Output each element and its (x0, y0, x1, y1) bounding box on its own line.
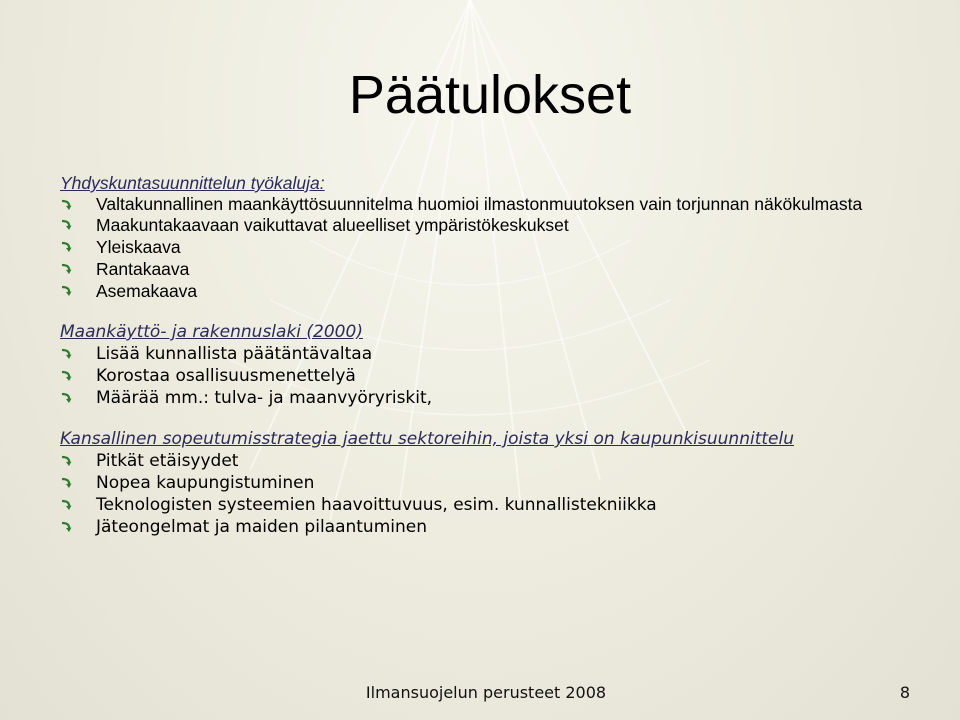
curved-arrow-icon (60, 348, 72, 360)
slide-body (60, 172, 930, 557)
section-planning-tools (60, 172, 930, 302)
list-item (60, 194, 930, 214)
list-item (60, 494, 930, 516)
curved-arrow-icon (60, 285, 72, 297)
page-number: 8 (899, 683, 910, 702)
slide-footer: Ilmansuojelun perusteet 2008 (365, 683, 607, 702)
list-item-text: Määrää mm.: tulva- ja maanvyöryriskit, (96, 388, 433, 408)
curved-arrow-icon (60, 392, 72, 404)
list-item-text: Yleiskaava (96, 237, 181, 257)
slide-title: Päätulokset (348, 65, 632, 125)
list-item-text: Pitkät etäisyydet (96, 451, 239, 471)
curved-arrow-icon (60, 521, 72, 533)
list-item (60, 343, 930, 365)
curved-arrow-icon (60, 219, 72, 231)
curved-arrow-icon (60, 199, 72, 211)
list-item (60, 516, 930, 538)
list-item-text: Asemakaava (96, 281, 198, 301)
list-item (60, 387, 930, 409)
section-adaptation-strategy (60, 428, 930, 538)
list-item (60, 472, 930, 494)
list-item-text: Rantakaava (96, 259, 190, 279)
list-item (60, 214, 930, 236)
list-item-text: Maakuntakaavaan vaikuttavat alueelliset ympäristökeskukset (96, 215, 569, 235)
section-heading: Maankäyttö- ja rakennuslaki (2000) (60, 322, 363, 342)
section-heading: Yhdyskuntasuunnittelun työkaluja: (60, 173, 325, 193)
list-item-text: Valtakunnallinen maankäyttösuunnitelma huomioi ilmastonmuutoksen vain torjunnan näkökulmasta (96, 194, 863, 214)
section-heading: Kansallinen sopeutumisstrategia jaettu sektoreihin, joista yksi on kaupunkisuunnittelu (60, 429, 794, 449)
list-item (60, 450, 930, 472)
list-item-text: Nopea kaupungistuminen (96, 473, 315, 493)
curved-arrow-icon (60, 263, 72, 275)
curved-arrow-icon (60, 477, 72, 489)
list-item-text: Korostaa osallisuusmenettelyä (96, 366, 356, 386)
curved-arrow-icon (60, 241, 72, 253)
curved-arrow-icon (60, 370, 72, 382)
list-item (60, 280, 930, 302)
list-item-text: Lisää kunnallista päätäntävaltaa (96, 344, 373, 364)
list-item (60, 258, 930, 280)
list-item (60, 365, 930, 387)
curved-arrow-icon (60, 499, 72, 511)
list-item (60, 236, 930, 258)
curved-arrow-icon (60, 455, 72, 467)
section-land-use-law (60, 321, 930, 409)
list-item-text: Teknologisten systeemien haavoittuvuus, esim. kunnallistekniikka (96, 495, 657, 515)
list-item-text: Jäteongelmat ja maiden pilaantuminen (96, 517, 428, 537)
